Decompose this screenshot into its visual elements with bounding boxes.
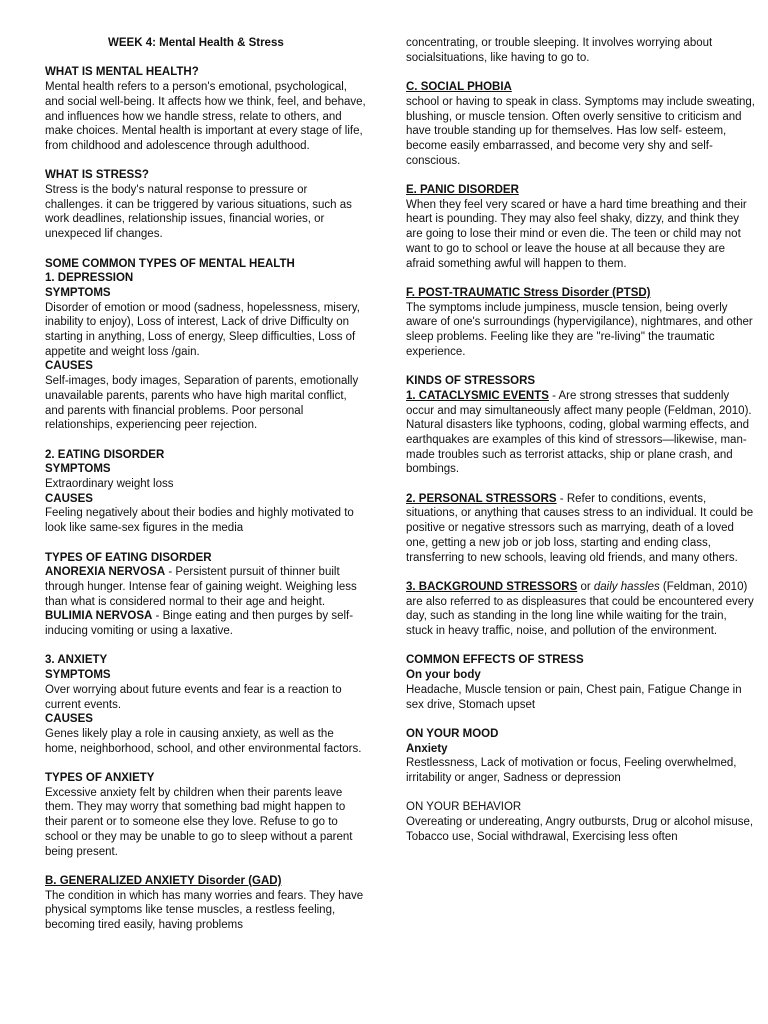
eating-symptoms: Extraordinary weight loss bbox=[45, 478, 174, 491]
bulimia-text: - Binge eating and then purges by self-inducing vomiting or using a laxative. bbox=[45, 610, 354, 638]
anxiety-symptoms: Over worrying about future events and fear is a reaction to current events. bbox=[45, 683, 342, 711]
depression-causes: Self-images, body images, Separation of parents, emotionally unavailable parents, parents who have high marital conflict, and parents with financial problems. Poor personal relationships, experiencing peer rejection. bbox=[45, 375, 359, 432]
stressors-heading: KINDS OF STRESSORS bbox=[406, 375, 536, 388]
anxiety-causes-label: CAUSES bbox=[45, 713, 93, 726]
background-paragraph bbox=[406, 580, 756, 639]
daily-hassles: daily hassles bbox=[593, 580, 660, 593]
anxiety-causes: Genes likely play a role in causing anxiety, as well as the home, neighborhood, school, and other environmental factors. bbox=[45, 727, 362, 755]
depression-symptoms-label: SYMPTOMS bbox=[45, 286, 111, 299]
stress-heading: WHAT IS STRESS? bbox=[45, 169, 149, 182]
anxiety-symptoms-label: SYMPTOMS bbox=[45, 669, 111, 682]
background-text: (Feldman, 2010) are also referred to as displeasures that could be encountered every day, such as standing in the long line while waiting for the train, stuck in heavy traffic, noise, and pollution of the environment. bbox=[406, 580, 754, 638]
common-types-heading: SOME COMMON TYPES OF MENTAL HEALTH bbox=[45, 257, 295, 270]
depression-symptoms: Disorder of emotion or mood (sadness, hopelessness, misery, inability to enjoy), Loss of interest, Lack of drive Difficulty on starting in anything, Loss of energy, Sleep difficulties, Loss of appetite and weight loss /gain. bbox=[45, 301, 360, 358]
ptsd-body: The symptoms include jumpiness, muscle tension, being overly aware of one's surroundings (hypervigilance), nightmares, and other sleep problems. Feeling like they are "re-living" the traumatic experience. bbox=[406, 301, 753, 358]
personal-text: - Refer to conditions, events, situations, or anything that causes stress to an individual. It could be positive or negative stressors such as marrying, death of a loved one, getting a new job or job loss, starting and ending class, transferring to new schools, leaving old friends, and many others. bbox=[406, 492, 754, 564]
eating-causes: Feeling negatively about their bodies and highly motivated to look like same-sex figures in the media bbox=[45, 507, 354, 535]
eating-causes-label: CAUSES bbox=[45, 492, 93, 505]
mental-health-body: Mental health refers to a person's emotional, psychological, and social well-being. It affects how we think, feel, and behave, and influences how we handle stress, relate to others, and make choices. Mental health is important at every stage of life, from childhood and adolescence through adulthood. bbox=[45, 81, 366, 152]
cataclysmic-text: - Are strong stresses that suddenly occur and may simultaneously affect many people (Feldman, 2010). Natural disasters like typhoons, coding, global warming effects, and earthquakes are examples of this kind of stressors—likewise, man-made troubles such as terrorist attacks, ship or plane crash, and bombings. bbox=[406, 389, 752, 476]
depression-heading: 1. DEPRESSION bbox=[45, 272, 134, 285]
right-column bbox=[406, 36, 756, 845]
behavior-text: Overeating or undereating, Angry outbursts, Drug or alcohol misuse, Tobacco use, Social withdrawal, Exercising less often bbox=[406, 816, 754, 843]
effects-body-label: On your body bbox=[406, 669, 481, 682]
effects-body-text: Headache, Muscle tension or pain, Chest pain, Fatigue Change in sex drive, Stomach upset bbox=[406, 683, 742, 711]
personal-label: 2. PERSONAL STRESSORS bbox=[406, 492, 557, 505]
left-column bbox=[45, 36, 367, 933]
anxiety-heading: 3. ANXIETY bbox=[45, 654, 108, 667]
depression-causes-label: CAUSES bbox=[45, 360, 93, 373]
anorexia-text: - Persistent pursuit of thinner built through hunger. Intense fear of gaining weight. Weighing less than what is considered normal to their age and height. bbox=[45, 566, 357, 608]
gad-body: The condition in which has many worries and fears. They have physical symptoms like tense muscles, a restless feeling, becoming tired easily, having problems bbox=[45, 889, 364, 932]
background-label: 3. BACKGROUND STRESSORS bbox=[406, 580, 578, 593]
anorexia-paragraph bbox=[45, 565, 367, 609]
bulimia-paragraph bbox=[45, 609, 367, 638]
mood-text: Restlessness, Lack of motivation or focus, Feeling overwhelmed, irritability or anger, Sadness or depression bbox=[406, 757, 737, 785]
mood-heading: ON YOUR MOOD bbox=[406, 727, 499, 740]
social-phobia-body: school or having to speak in class. Symptoms may include sweating, blushing, or muscle tension. Often overly sensitive to criticism and have trouble standing up for themselves. Has low self- esteem, become easily embarrassed, and become very shy and self- conscious. bbox=[406, 95, 755, 167]
anxiety-types-heading: TYPES OF ANXIETY bbox=[45, 772, 155, 785]
effects-heading: COMMON EFFECTS OF STRESS bbox=[406, 654, 584, 667]
anorexia-label: ANOREXIA NERVOSA bbox=[45, 566, 166, 579]
cataclysmic-label: 1. CATACLYSMIC EVENTS bbox=[406, 389, 549, 402]
background-or: or bbox=[577, 580, 594, 593]
panic-disorder-body: When they feel very scared or have a hard time breathing and their heart is pounding. They may also feel shaky, dizzy, and think they are going to lose their mind or even die. The teen or child may not want to go to school or leave the house at all because they are afraid something awful will happen to them. bbox=[406, 198, 747, 270]
gad-body-continued: concentrating, or trouble sleeping. It involves worrying about socialsituations, like having to go to. bbox=[406, 37, 713, 64]
behavior-heading: ON YOUR BEHAVIOR bbox=[406, 801, 522, 814]
eating-disorder-heading: 2. EATING DISORDER bbox=[45, 448, 165, 461]
ptsd-heading: F. POST-TRAUMATIC Stress Disorder (PTSD) bbox=[406, 286, 651, 299]
eating-symptoms-label: SYMPTOMS bbox=[45, 463, 111, 476]
document-title: WEEK 4: Mental Health & Stress bbox=[108, 37, 284, 49]
personal-paragraph bbox=[406, 492, 756, 566]
gad-heading: B. GENERALIZED ANXIETY Disorder (GAD) bbox=[45, 874, 282, 887]
panic-disorder-heading: E. PANIC DISORDER bbox=[406, 184, 519, 196]
eating-types-heading: TYPES OF EATING DISORDER bbox=[45, 551, 212, 564]
cataclysmic-paragraph bbox=[406, 389, 756, 477]
mood-label: Anxiety bbox=[406, 742, 448, 755]
anxiety-types-body: Excessive anxiety felt by children when their parents leave them. They may worry that something bad might happen to their parent or to someone else they love. Refuse to go to school or they may be unable to go to sleep without a parent being present. bbox=[45, 786, 353, 858]
mental-health-heading: WHAT IS MENTAL HEALTH? bbox=[45, 66, 199, 79]
stress-body: Stress is the body's natural response to pressure or challenges. it can be triggered by various situations, such as work deadlines, relationship issues, financial wories, or unexpeced lif changes. bbox=[45, 184, 352, 241]
bulimia-label: BULIMIA NERVOSA bbox=[45, 610, 153, 623]
social-phobia-heading: C. SOCIAL PHOBIA bbox=[406, 81, 512, 94]
